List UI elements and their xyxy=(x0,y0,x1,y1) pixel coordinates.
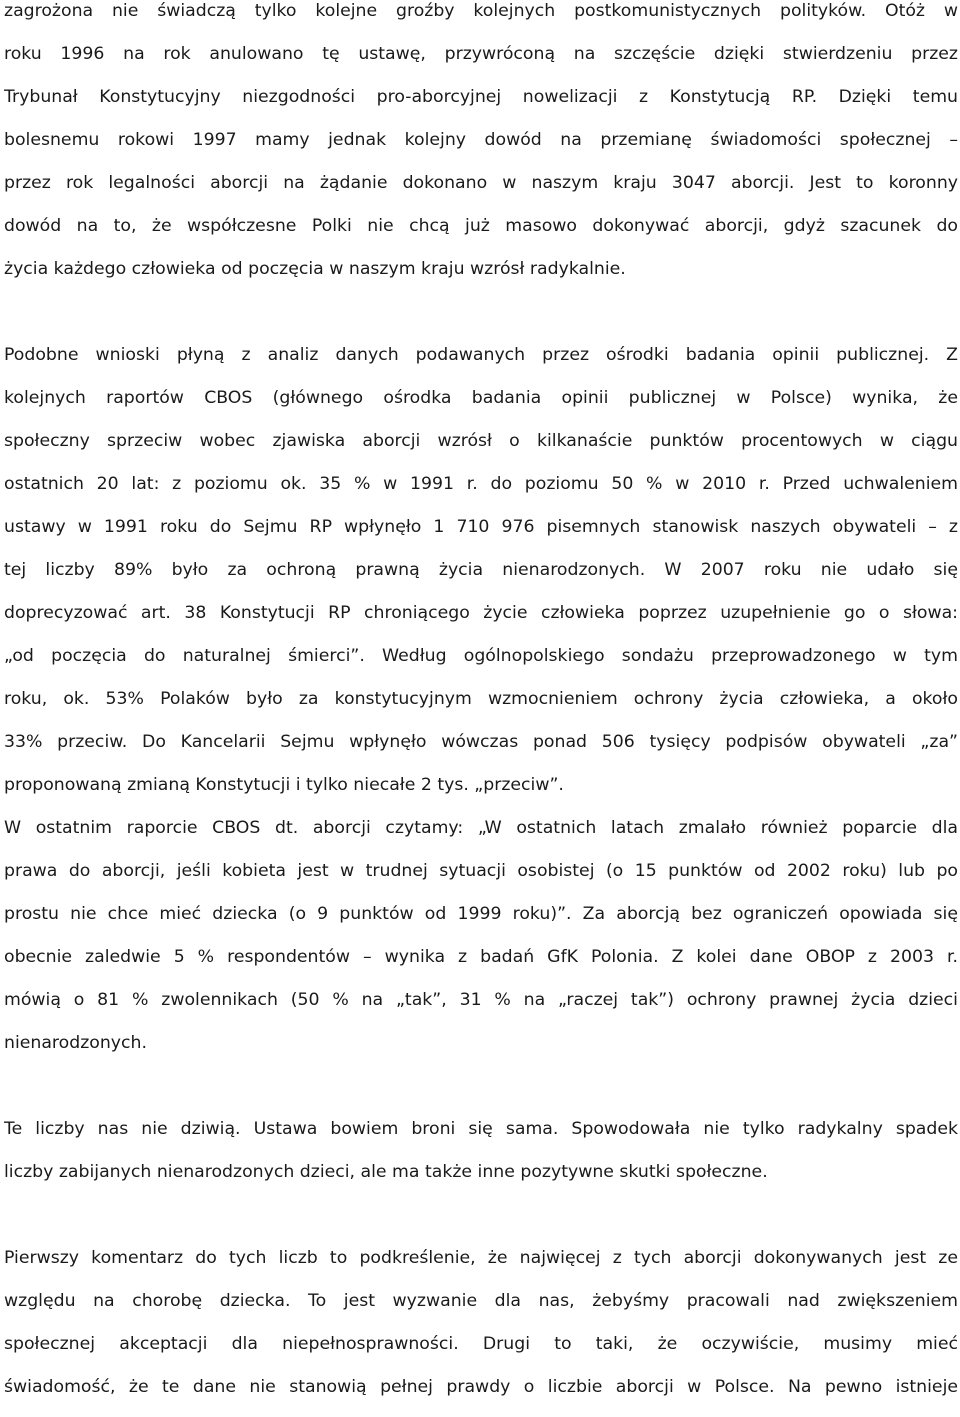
text-line: Trybunał Konstytucyjny niezgodności pro-aborcyjnej nowelizacji z Konstytucją RP. Dzięki temu xyxy=(4,87,958,107)
text-line: względu na chorobę dziecka. To jest wyzwanie dla nas, żebyśmy pracowali nad zwiększeniem xyxy=(4,1291,958,1311)
text-line: roku 1996 na rok anulowano tę ustawę, przywróconą na szczęście dzięki stwierdzeniu przez xyxy=(4,44,958,64)
text-line: Te liczby nas nie dziwią. Ustawa bowiem broni się sama. Spowodowała nie tylko radykalny spadek xyxy=(4,1119,958,1139)
text-line: kolejnych raportów CBOS (głównego ośrodka badania opinii publicznej w Polsce) wynika, że xyxy=(4,388,958,408)
text-line: proponowaną zmianą Konstytucji i tylko niecałe 2 tys. „przeciw”. xyxy=(4,775,564,795)
text-line: ustawy w 1991 roku do Sejmu RP wpłynęło 1 710 976 pisemnych stanowisk naszych obywateli – z xyxy=(4,517,958,537)
text-line: liczby zabijanych nienarodzonych dzieci, ale ma także inne pozytywne skutki społeczne. xyxy=(4,1162,768,1182)
text-line: W ostatnim raporcie CBOS dt. aborcji czytamy: „W ostatnich latach zmalało również poparcie dla xyxy=(4,818,958,838)
text-line: społeczny sprzeciw wobec zjawiska aborcji wzrósł o kilkanaście punktów procentowych w ciągu xyxy=(4,431,958,451)
text-line: mówią o 81 % zwolennikach (50 % na „tak”, 31 % na „raczej tak”) ochrony prawnej życia dzieci xyxy=(4,990,958,1010)
text-line: życia każdego człowieka od poczęcia w naszym kraju wzrósł radykalnie. xyxy=(4,259,626,279)
text-line: prawa do aborcji, jeśli kobieta jest w trudnej sytuacji osobistej (o 15 punktów od 2002 roku) lub po xyxy=(4,861,958,881)
text-line: bolesnemu rokowi 1997 mamy jednak kolejny dowód na przemianę świadomości społecznej – xyxy=(4,130,958,150)
text-line: prostu nie chce mieć dziecka (o 9 punktów od 1999 roku)”. Za aborcją bez ograniczeń opowiada się xyxy=(4,904,958,924)
text-line: nienarodzonych. xyxy=(4,1033,147,1053)
text-line: doprecyzować art. 38 Konstytucji RP chroniącego życie człowieka poprzez uzupełnienie go o słowa: xyxy=(4,603,958,623)
text-line: społecznej akceptacji dla niepełnosprawności. Drugi to taki, że oczywiście, musimy mieć xyxy=(4,1334,958,1354)
text-line: „od poczęcia do naturalnej śmierci”. Według ogólnopolskiego sondażu przeprowadzonego w tym xyxy=(4,646,958,666)
text-line: zagrożona nie świadczą tylko kolejne groźby kolejnych postkomunistycznych polityków. Otóż w xyxy=(4,1,958,21)
text-line: ostatnich 20 lat: z poziomu ok. 35 % w 1991 r. do poziomu 50 % w 2010 r. Przed uchwaleniem xyxy=(4,474,958,494)
text-line: 33% przeciw. Do Kancelarii Sejmu wpłynęło wówczas ponad 506 tysięcy podpisów obywateli „za” xyxy=(4,732,958,752)
text-line: świadomość, że te dane nie stanowią pełnej prawdy o liczbie aborcji w Polsce. Na pewno istnieje xyxy=(4,1377,958,1397)
text-line: dowód na to, że współczesne Polki nie chcą już masowo dokonywać aborcji, gdyż szacunek do xyxy=(4,216,958,236)
text-line: Podobne wnioski płyną z analiz danych podawanych przez ośrodki badania opinii publicznej. Z xyxy=(4,345,958,365)
text-line: Pierwszy komentarz do tych liczb to podkreślenie, że najwięcej z tych aborcji dokonywanych jest ze xyxy=(4,1248,958,1268)
text-line: tej liczby 89% było za ochroną prawną życia nienarodzonych. W 2007 roku nie udało się xyxy=(4,560,958,580)
text-line: przez rok legalności aborcji na żądanie dokonano w naszym kraju 3047 aborcji. Jest to koronny xyxy=(4,173,958,193)
text-line: roku, ok. 53% Polaków było za konstytucyjnym wzmocnieniem ochrony życia człowieka, a około xyxy=(4,689,958,709)
text-line: obecnie zaledwie 5 % respondentów – wynika z badań GfK Polonia. Z kolei dane OBOP z 2003 r. xyxy=(4,947,958,967)
